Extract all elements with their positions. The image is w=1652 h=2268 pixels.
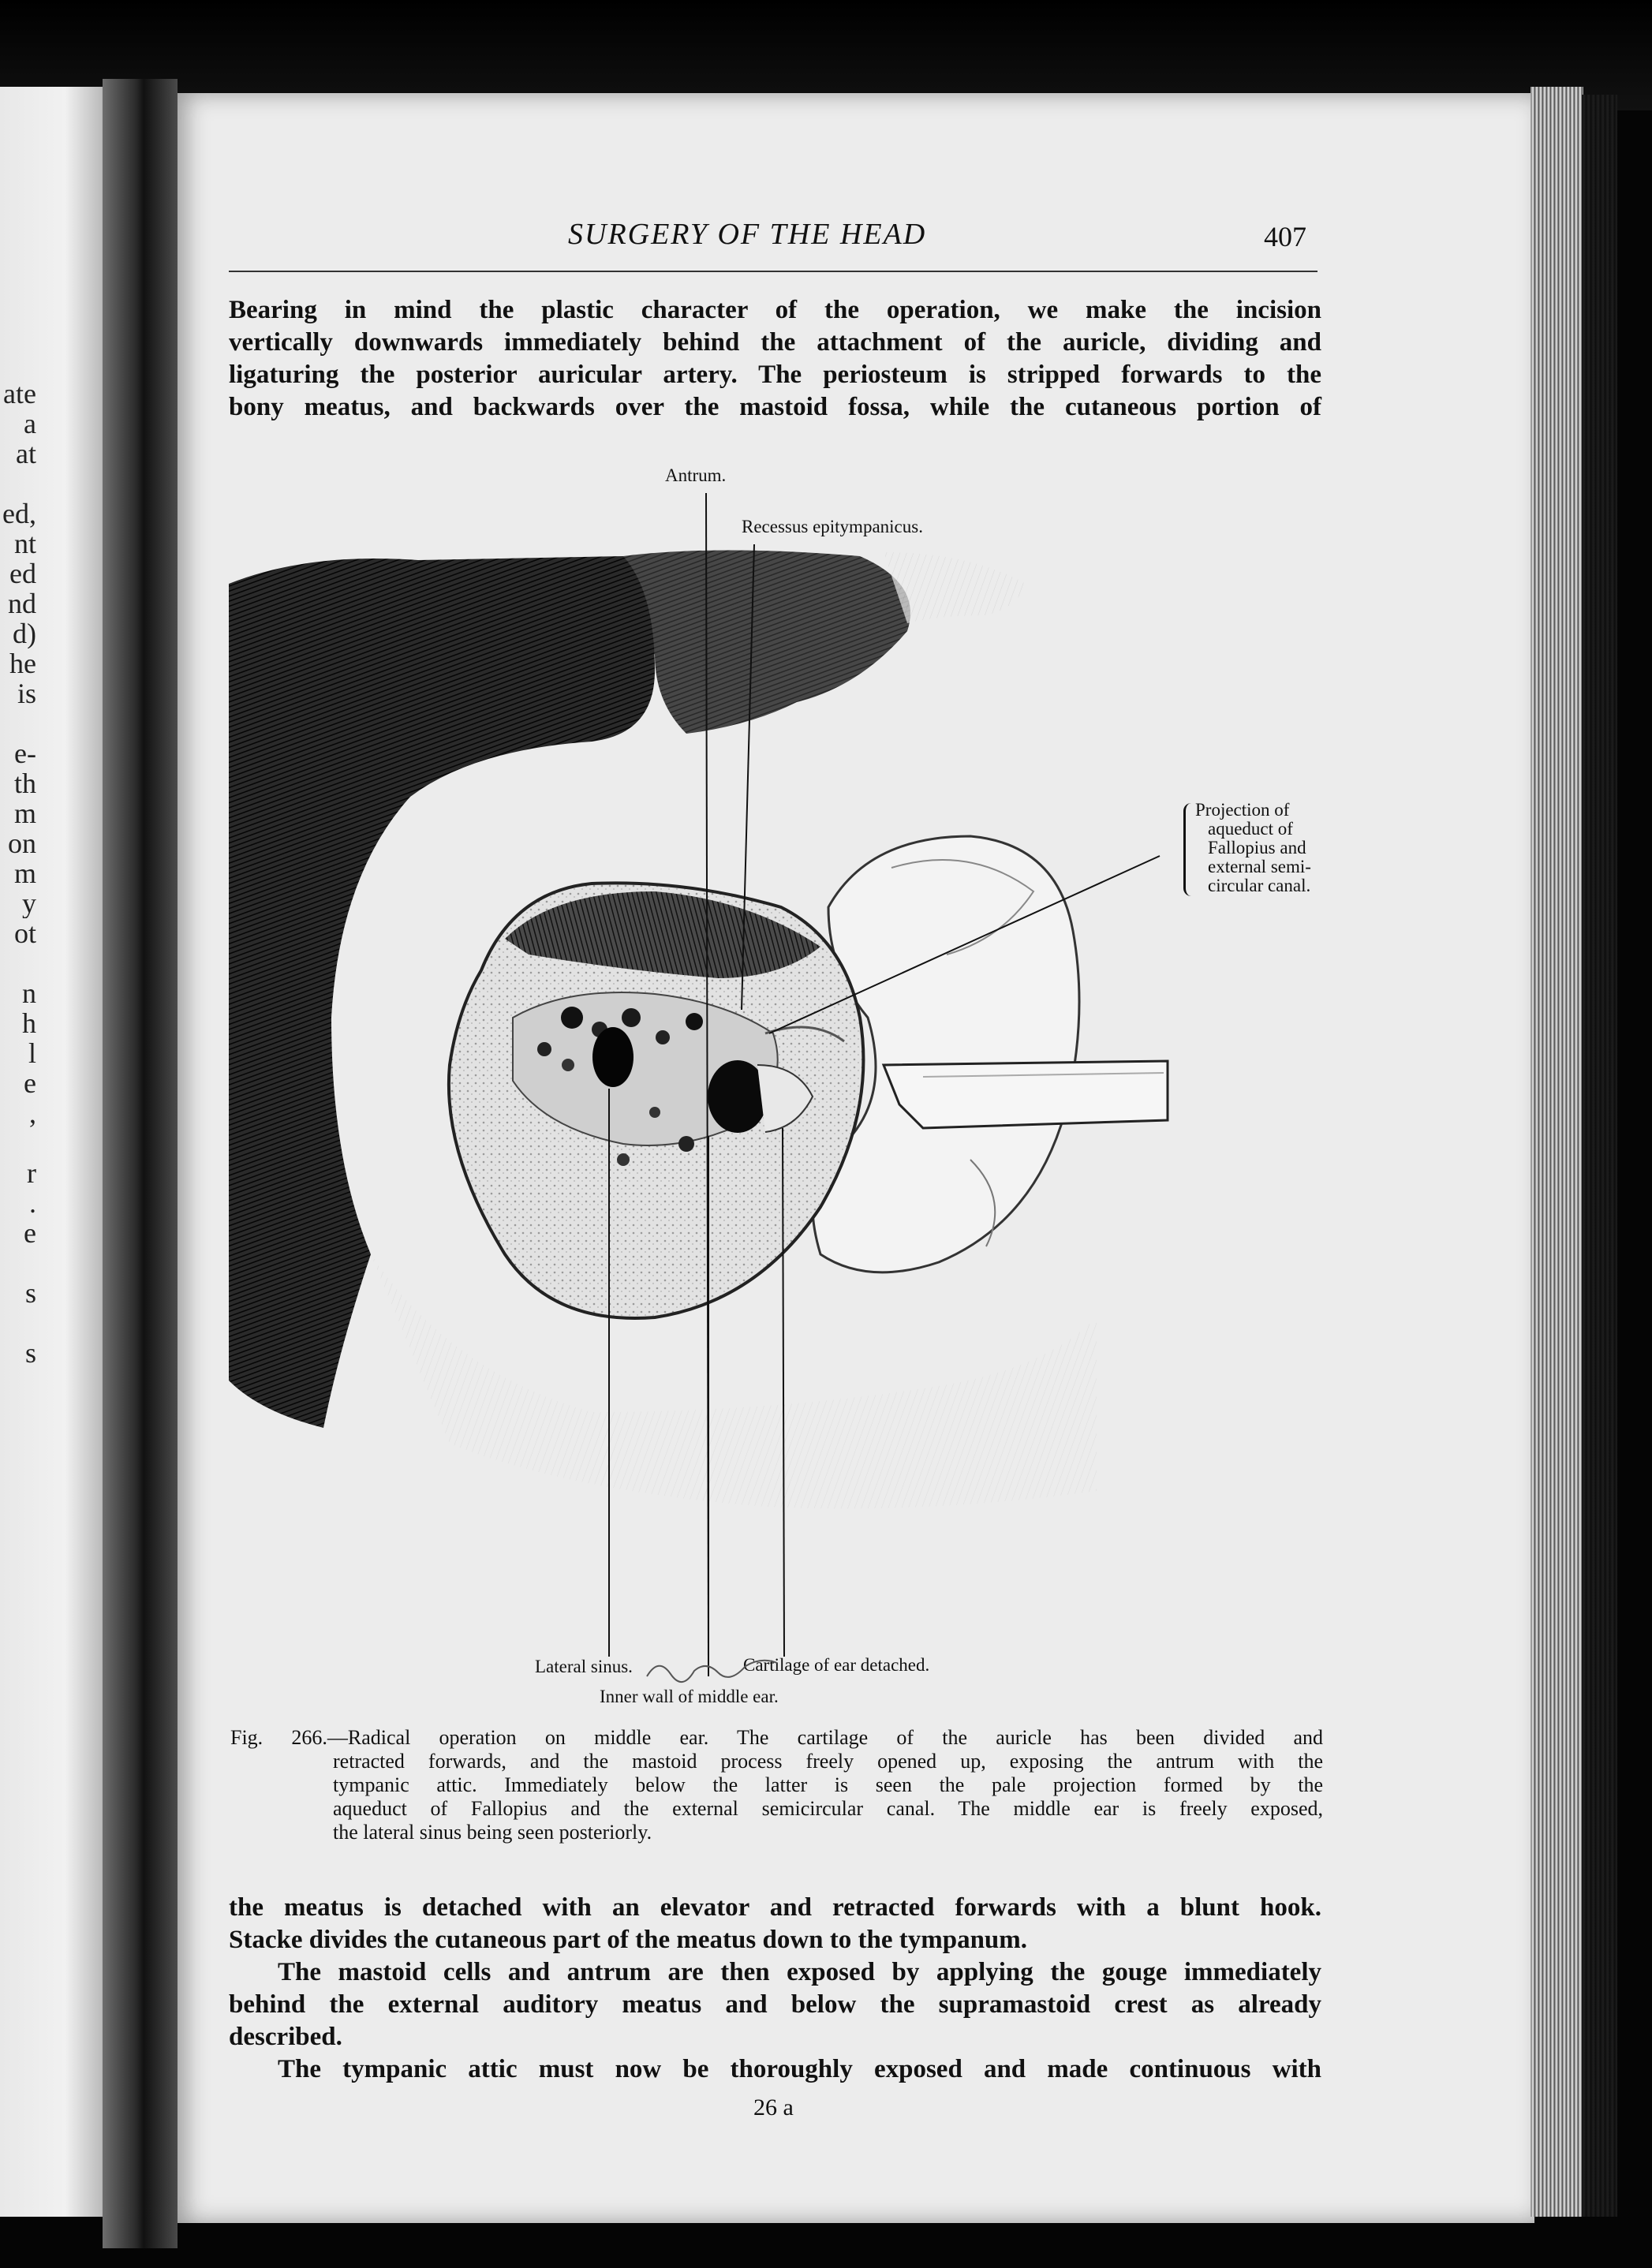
left-page-fragment: e <box>24 1068 36 1098</box>
left-page-fragment: e- <box>14 738 36 768</box>
left-page-fragment: . <box>29 1188 36 1218</box>
left-page-fragment: ot <box>13 918 36 948</box>
left-page-fragment: nt <box>13 529 36 559</box>
left-page-fragment: n <box>22 978 36 1008</box>
left-page-fragment <box>0 1248 36 1278</box>
signature-mark: 26 a <box>753 2094 794 2120</box>
left-page-fragment <box>0 948 36 978</box>
label-projection-line: aqueduct of <box>1208 819 1293 839</box>
label-inner-wall: Inner wall of middle ear. <box>600 1687 779 1706</box>
left-page-fragment: ed, <box>2 499 36 529</box>
left-page-fragment <box>0 469 36 499</box>
left-page-fragment: at <box>16 439 36 469</box>
left-page-fragment: nd <box>8 588 36 618</box>
text-line: The mastoid cells and antrum are then exposed by applying the gouge immediately <box>278 1958 1321 1986</box>
label-projection-line: Fallopius and <box>1208 838 1306 858</box>
left-page-fragment: a <box>24 409 36 439</box>
book-gutter <box>103 79 178 2248</box>
label-lateral-sinus: Lateral sinus. <box>535 1657 633 1676</box>
text-line: behind the external auditory meatus and below the supramastoid crest as already <box>229 1990 1321 2019</box>
left-page-fragment: e <box>24 1218 36 1248</box>
left-page-text-fragments <box>0 379 36 1368</box>
left-page-fragment: m <box>13 858 36 888</box>
header-rule <box>229 271 1317 272</box>
text-line: bony meatus, and backwards over the mastoid fossa, while the cutaneous portion of <box>229 393 1321 421</box>
caption-line: Fig. 266.—Radical operation on middle ear. The cartilage of the auricle has been divided and <box>230 1726 1323 1749</box>
left-page-fragment: s <box>24 1278 36 1308</box>
running-head <box>229 217 1325 264</box>
caption-line: tympanic attic. Immediately below the latter is seen the pale projection formed by the <box>333 1773 1323 1796</box>
label-projection-line: Projection of <box>1195 800 1290 820</box>
left-page-fragment <box>0 1128 36 1158</box>
text-line: vertically downwards immediately behind the attachment of the auricle, dividing and <box>229 328 1321 357</box>
left-page-fragment: m <box>13 798 36 828</box>
label-bracket <box>1183 803 1195 896</box>
label-projection-line: external semi- <box>1208 857 1311 876</box>
left-page-fragment: , <box>29 1098 36 1128</box>
artist-signature-scribble <box>643 1649 785 1688</box>
text-line: ligaturing the posterior auricular artery. The periosteum is stripped forwards to the <box>229 361 1321 389</box>
left-page-fragment: th <box>13 768 36 798</box>
label-projection-line: circular canal. <box>1208 876 1311 895</box>
caption-line: the lateral sinus being seen posteriorly. <box>333 1821 652 1844</box>
left-page-fragment: he <box>9 648 36 678</box>
caption-line: retracted forwards, and the mastoid process freely opened up, exposing the antrum with the <box>333 1750 1323 1773</box>
left-page-fragment: is <box>17 678 36 708</box>
figure-caption <box>230 1726 1323 1844</box>
left-page-fragment: s <box>24 1338 36 1368</box>
left-page-fragment: ate <box>3 379 36 409</box>
body-text-bottom <box>229 1892 1321 2086</box>
figure-266 <box>213 465 1357 1712</box>
label-projection <box>1195 801 1311 895</box>
label-recessus: Recessus epitympanicus. <box>742 517 923 536</box>
text-line: described. <box>229 2023 342 2051</box>
left-page-fragment: ed <box>9 559 36 588</box>
caption-line: aqueduct of Fallopius and the external semicircular canal. The middle ear is freely exposed, <box>333 1797 1323 1820</box>
ear-operation-illustration <box>213 465 1357 1712</box>
left-facing-page <box>0 87 118 2217</box>
text-line: Stacke divides the cutaneous part of the meatus down to the tympanum. <box>229 1926 1028 1954</box>
text-line: The tympanic attic must now be thoroughly exposed and made continuous with <box>278 2055 1321 2083</box>
left-page-fragment: on <box>8 828 36 858</box>
label-cartilage: Cartilage of ear detached. <box>743 1655 930 1675</box>
text-line: Bearing in mind the plastic character of the operation, we make the incision <box>229 296 1321 324</box>
left-page-fragment <box>0 1308 36 1338</box>
left-page-fragment: d) <box>13 618 36 648</box>
artist-signature <box>643 1649 785 1693</box>
label-antrum: Antrum. <box>665 465 727 485</box>
left-page-fragment <box>0 708 36 738</box>
page-edges <box>1531 87 1583 2217</box>
retractor <box>884 1061 1168 1128</box>
left-page-fragment: r <box>27 1158 36 1188</box>
left-page-fragment: l <box>28 1038 36 1068</box>
text-line: the meatus is detached with an elevator and retracted forwards with a blunt hook. <box>229 1893 1321 1922</box>
left-page-fragment: y <box>22 888 36 918</box>
left-page-fragment: h <box>22 1008 36 1038</box>
body-text-top <box>229 294 1321 424</box>
book-cover-edge <box>1582 95 1617 2217</box>
running-head-title: SURGERY OF THE HEAD <box>568 218 927 251</box>
page-number: 407 <box>1264 221 1306 252</box>
lateral-sinus-mark <box>592 1027 634 1087</box>
